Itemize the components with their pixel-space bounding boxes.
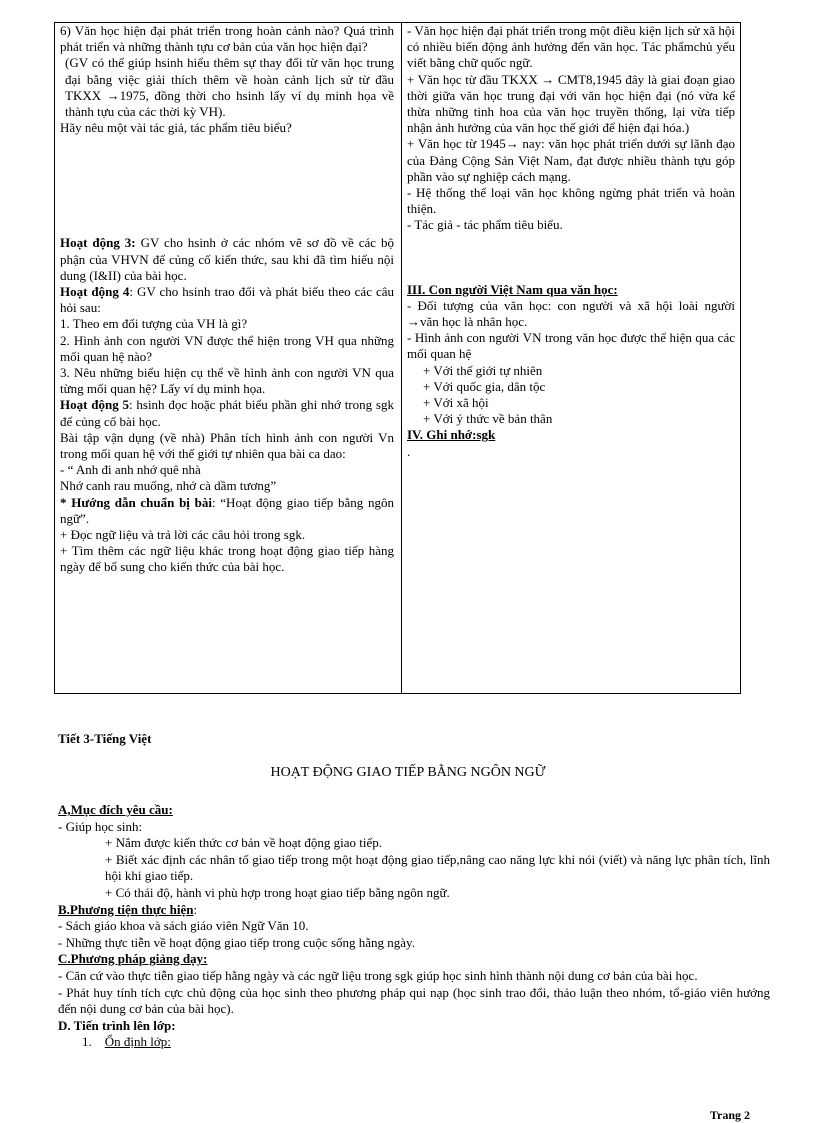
relation-self: + Với ý thức về bản thân — [423, 411, 553, 427]
preparation-label: * Hướng dẫn chuẩn bị bài — [60, 494, 212, 510]
lesson-sections — [58, 802, 770, 1051]
trailing-dot: . — [407, 443, 411, 459]
content-column — [407, 23, 735, 460]
section-a-heading: A,Mục đích yêu cầu: — [58, 802, 173, 817]
activity-3: Hoạt động 3: GV cho hsinh ở các nhóm vẽ sơ đồ về các bộ phận của VHVN để củng cố kiến thức, sau khi đã tìm hiểu nội dung (I&II) của bài học. — [60, 235, 395, 283]
method-1: - Căn cứ vào thực tiễn giao tiếp hằng ngày và các ngữ liệu trong sgk giúp học sinh hình thành nội dung cơ bản của bài học. — [58, 967, 698, 983]
step-1: 1. Ổn định lớp: — [82, 1034, 171, 1050]
section-iv-heading: IV. Ghi nhớ:sgk — [407, 427, 496, 443]
activity-4: Hoạt động 4: GV cho hsinh trao đổi và phát biểu theo các câu hỏi sau: — [60, 284, 394, 316]
authors-works: - Tác giả - tác phẩm tiêu biểu. — [407, 217, 563, 233]
preparation-item-1: + Đọc ngữ liệu và trả lời các câu hỏi trong sgk. — [60, 527, 306, 543]
genre-system: - Hệ thống thể loại văn học không ngừng phát triển và hoàn thiện. — [407, 185, 735, 217]
question-2: 2. Hình ảnh con người VN được thể hiện trong VH qua những mối quan hệ nào? — [60, 332, 394, 364]
activity-4-label: Hoạt động 4 — [60, 284, 130, 300]
period-1900-1945: + Văn học từ đầu TKXX → CMT8,1945 đây là giai đoạn giao thời giữa văn học trung đại với văn học hiện đại (nó vừa kế thừa những tinh hoa của văn học truyền thống, lại vừa tiếp nhận ảnh hưởng của văn học thế giới để hiện đại hóa.) — [407, 71, 735, 136]
question-1: 1. Theo em đối tượng của VH là gì? — [60, 316, 248, 332]
section-a-intro: - Giúp học sinh: — [58, 818, 143, 834]
relation-society: + Với xã hội — [423, 395, 489, 411]
column-divider — [401, 23, 402, 693]
poem-line-1: - “ Anh đi anh nhớ quê nhà — [60, 462, 201, 478]
preparation-item-2: + Tìm thêm các ngữ liệu khác trong hoạt động giao tiếp hàng ngày để bổ sung cho kiến thức của bài học. — [60, 543, 394, 575]
teacher-note: (GV có thể giúp hsinh hiểu thêm sự thay đổi từ văn học trung đại bằng việc giải thích thêm về hoàn cảnh lịch sử từ đầu TKXX →1975, đồng thời cho hsinh lấy ví dụ minh họa về thành tựu của các thời kỳ VH). — [65, 55, 394, 120]
activity-3-label: Hoạt động 3: — [60, 235, 136, 251]
page-title: HOẠT ĐỘNG GIAO TIẾP BẰNG NGÔN NGỮ — [270, 765, 546, 780]
teacher-activities-column — [60, 23, 394, 576]
objective-1: + Nắm được kiến thức cơ bản về hoạt động giao tiếp. — [105, 835, 383, 851]
period-1945-now: + Văn học từ 1945→ nay: văn học phát triển dưới sự lãnh đạo của Đảng Cộng Sản Việt Nam, đạt được nhiều thành tựu góp phần vào sự nghiệp cách mạng. — [407, 136, 735, 184]
relation-nature: + Với thế giới tự nhiên — [423, 362, 543, 378]
method-2: - Phát huy tính tích cực chủ động của học sinh theo phương pháp qui nạp (học sinh trao đổi, thảo luận theo nhóm, tổ-giáo viên hướng đến nội dung cơ bản của bài học). — [58, 984, 770, 1017]
section-b-heading: B.Phương tiện thực hiện: — [58, 901, 198, 917]
human-image: - Hình ảnh con người VN trong văn học được thể hiện qua các mối quan hệ — [407, 330, 735, 362]
question-6: 6) Văn học hiện đại phát triển trong hoàn cảnh nào? Quá trình phát triển và những thành tựu cơ bản của văn học hiện đại? — [60, 23, 394, 55]
objective-3: + Có thái độ, hành vi phù hợp trong hoạt giao tiếp bằng ngôn ngữ. — [105, 884, 450, 900]
activity-5: Hoạt động 5: hsinh đọc hoặc phát biểu phần ghi nhớ trong sgk để củng cố bài học. — [60, 397, 394, 429]
preparation-guide: * Hướng dẫn chuẩn bị bài: “Hoạt động giao tiếp bằng ngôn ngữ”. — [60, 494, 394, 526]
question-3: 3. Nêu những biểu hiện cụ thể về hình ảnh con người VN qua từng mối quan hệ? Lấy ví dụ minh họa. — [60, 365, 394, 397]
section-c-heading: C.Phương pháp giảng dạy: — [58, 951, 208, 967]
page-number: Trang 2 — [709, 1108, 750, 1122]
means-1: - Sách giáo khoa và sách giáo viên Ngữ Văn 10. — [58, 918, 309, 934]
section-d-heading: D. Tiến trình lên lớp: — [58, 1017, 176, 1033]
lesson-label: Tiết 3-Tiếng Việt — [58, 731, 152, 746]
lesson-plan-table — [54, 22, 741, 694]
objective-2: + Biết xác định các nhân tố giao tiếp trong một hoạt động giao tiếp,nâng cao năng lực khi nói (viết) và năng lực phân tích, lĩnh hội khi giao tiếp. — [105, 851, 770, 884]
homework: Bài tập vận dụng (về nhà) Phân tích hình ảnh con người Vn trong mối quan hệ với thế giới tự nhiên qua bài ca dao: — [60, 429, 394, 462]
activity-5-label: Hoạt động 5 — [60, 397, 129, 413]
question-examples: Hãy nêu một vài tác giả, tác phẩm tiêu biểu? — [60, 120, 292, 136]
modern-literature-context: - Văn học hiện đại phát triển trong một điều kiện lịch sử xã hội có nhiều biến động ảnh hưởng đến văn học. Tác phẩmchủ yếu viết bằng chữ quốc ngữ. — [407, 23, 735, 71]
section-iii-heading: III. Con người Việt Nam qua văn học: — [407, 281, 618, 297]
literature-object: - Đối tượng của văn học: con người và xã hội loài người →văn học là nhân học. — [407, 297, 735, 330]
poem-line-2: Nhớ canh rau muống, nhớ cà dầm tương” — [60, 478, 277, 494]
relation-nation: + Với quốc gia, dân tộc — [423, 378, 546, 394]
means-2: - Những thực tiễn về hoạt động giao tiếp trong cuộc sống hằng ngày. — [58, 934, 415, 950]
